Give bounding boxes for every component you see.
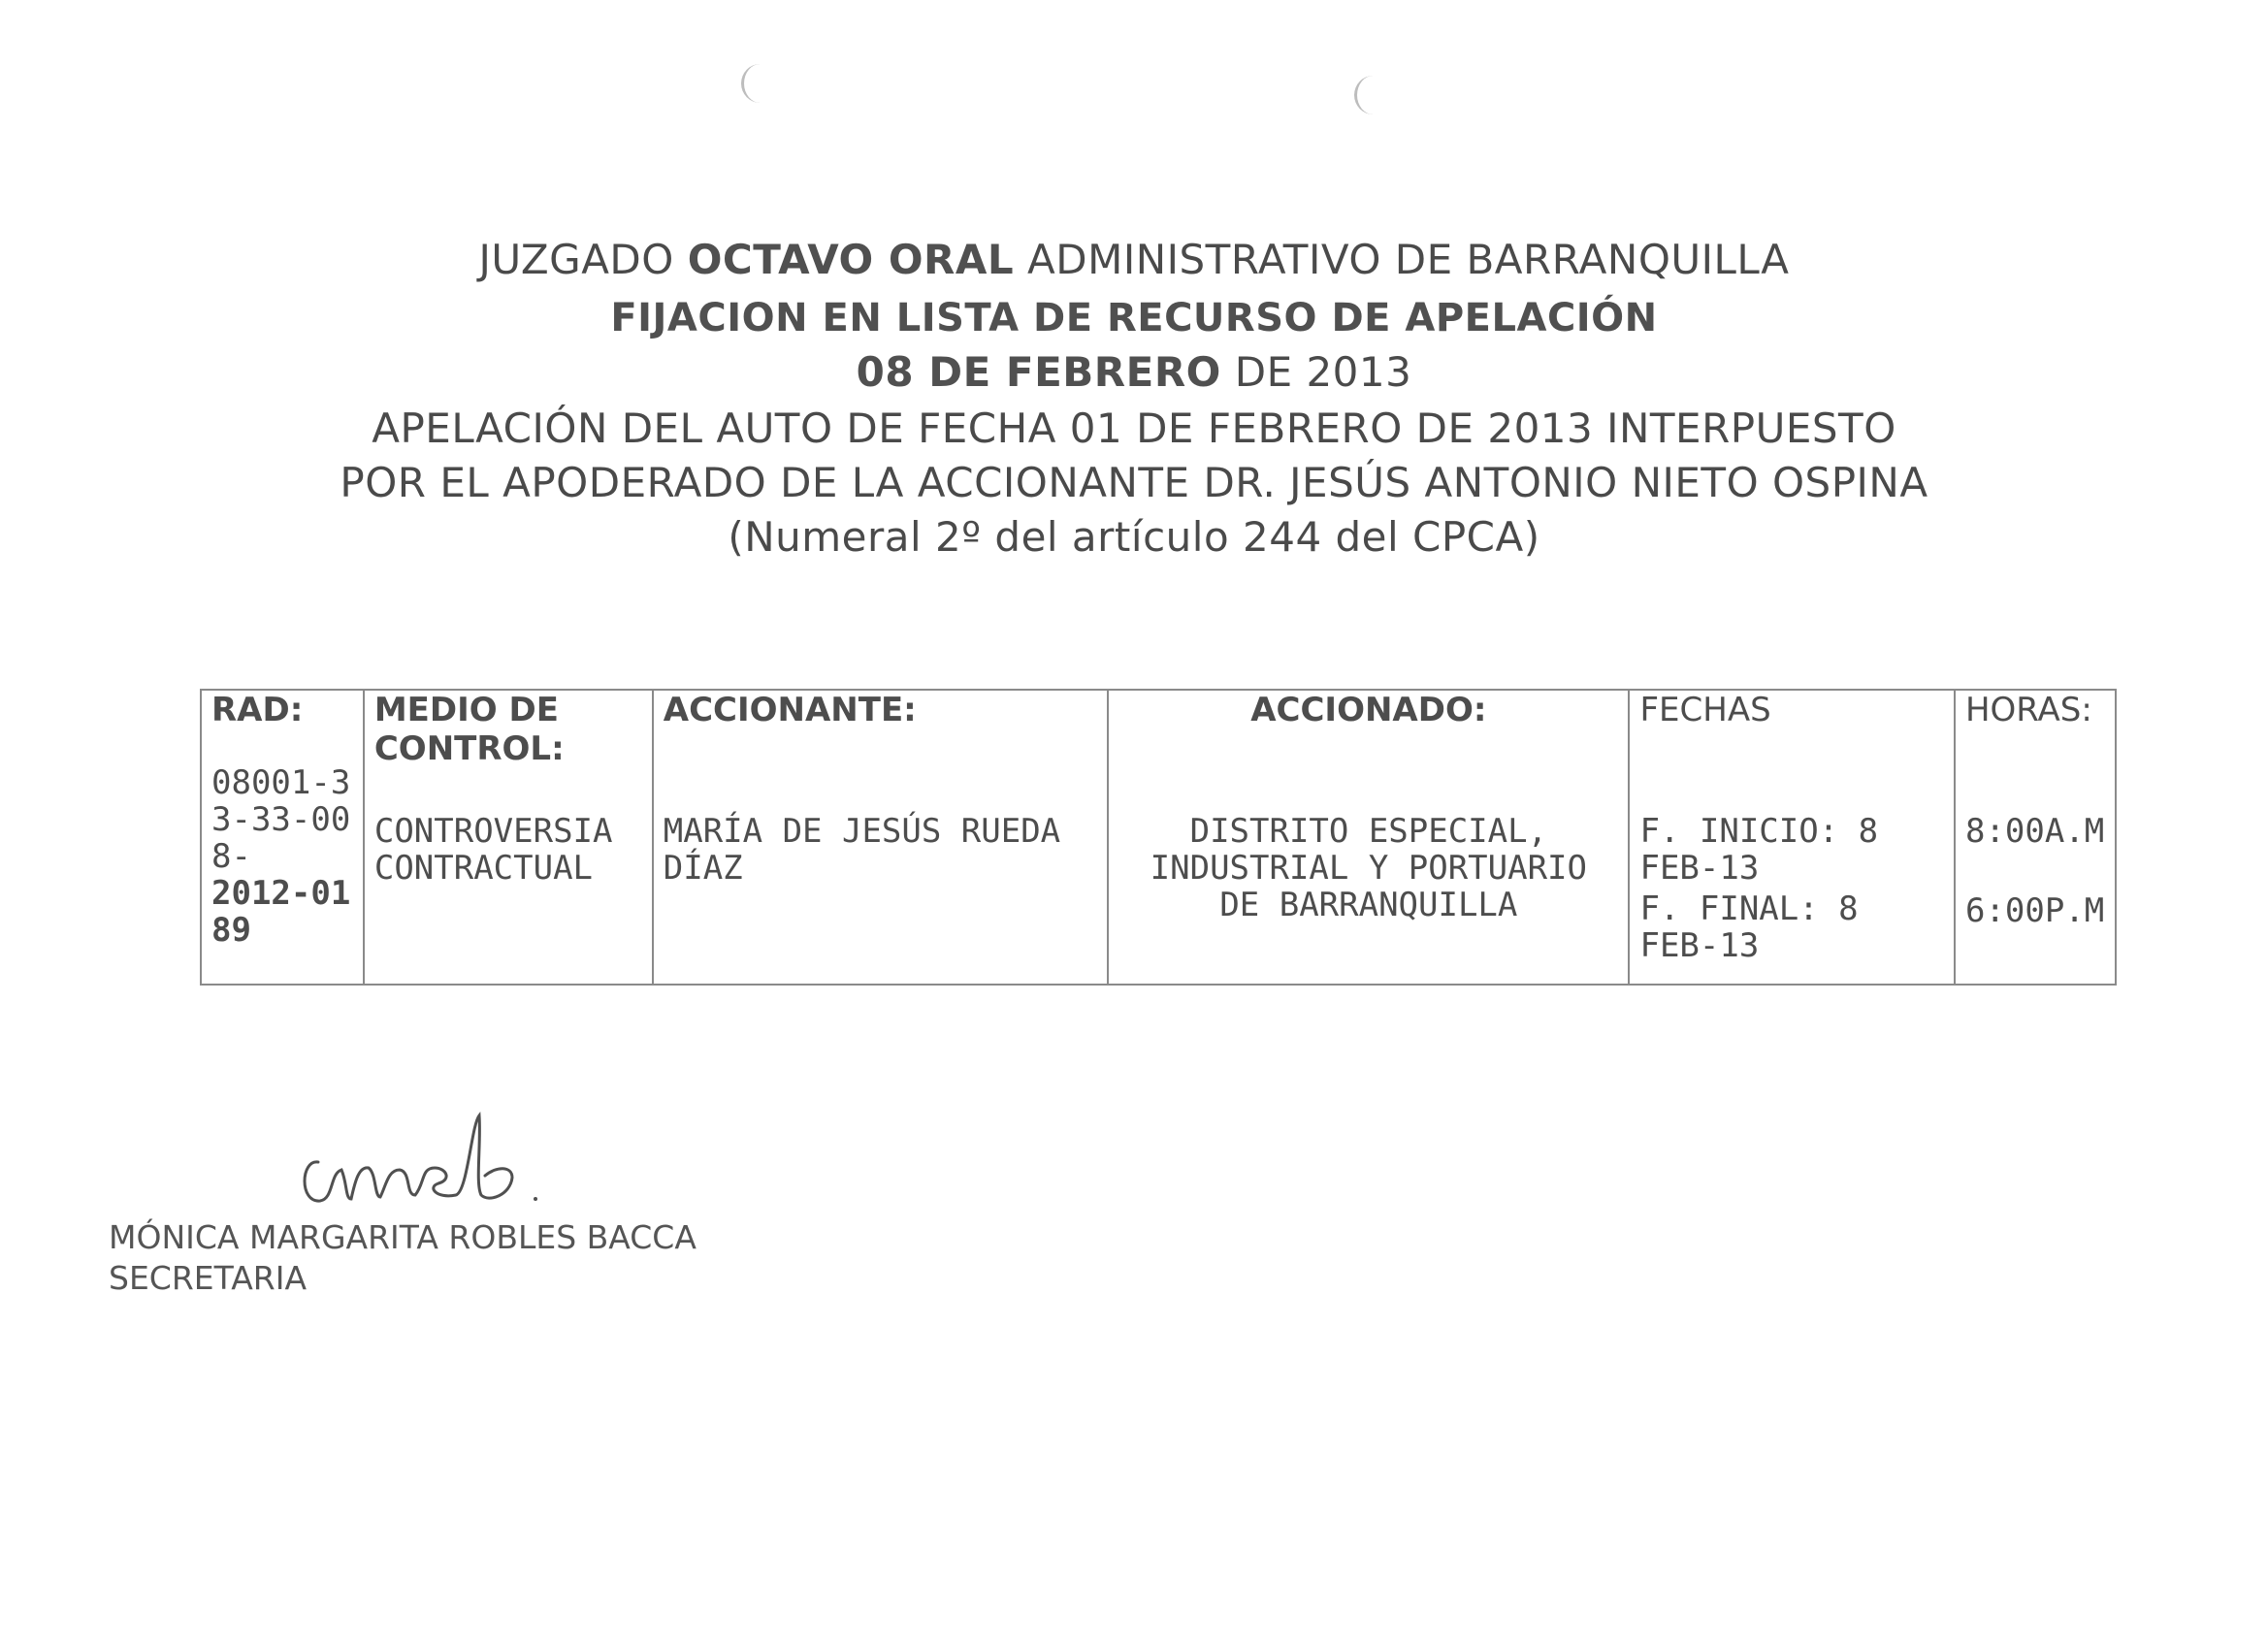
medio-value: CONTROVERSIA CONTRACTUAL — [373, 812, 613, 888]
court-line — [0, 233, 2268, 287]
punch-hole-left — [741, 64, 779, 103]
accionado-cell — [1108, 690, 1629, 985]
date-bold: 08 DE FEBRERO — [856, 348, 1221, 396]
accionado-value: DISTRITO ESPECIAL, INDUSTRIAL Y PORTUARIO DE BARRANQUILLA — [1150, 812, 1587, 924]
hora-final: 6:00P.M — [1964, 891, 2105, 930]
hora-inicio: 8:00A.M — [1964, 812, 2105, 851]
date-suffix: DE 2013 — [1220, 348, 1412, 396]
table-row — [201, 690, 2116, 985]
rad-cell — [201, 690, 364, 985]
signatory — [109, 1217, 697, 1299]
medio-header: MEDIO DE CONTROL: — [373, 691, 565, 768]
accionado-header: ACCIONADO: — [1250, 691, 1487, 729]
records-table — [200, 689, 2117, 986]
fechas-header: FECHAS — [1639, 691, 1771, 729]
court-prefix: JUZGADO — [478, 236, 688, 283]
accionante-value: MARÍA DE JESÚS RUEDA DÍAZ — [663, 812, 1061, 888]
handwritten-signature — [291, 1106, 563, 1226]
court-suffix: ADMINISTRATIVO DE BARRANQUILLA — [1014, 236, 1790, 283]
rad-number-bold: 2012-0189 — [211, 874, 351, 950]
signatory-role: SECRETARIA — [109, 1259, 308, 1297]
horas-header: HORAS: — [1964, 691, 2092, 729]
signatory-name: MÓNICA MARGARITA ROBLES BACCA — [109, 1218, 697, 1256]
medio-cell — [364, 690, 653, 985]
date-line — [0, 345, 2268, 400]
document-header — [0, 233, 2268, 565]
rad-header: RAD: — [211, 691, 304, 729]
fechas-cell — [1629, 690, 1955, 985]
legal-reference: (Numeral 2º del artículo 244 del CPCA) — [728, 513, 1540, 561]
accionante-cell — [653, 690, 1108, 985]
horas-cell — [1955, 690, 2116, 985]
description-line-1: APELACIÓN DEL AUTO DE FECHA 01 DE FEBRERO DE 2013 INTERPUESTO — [372, 404, 1896, 452]
rad-number: 08001-33-33-008- — [211, 763, 351, 876]
description-line-2: POR EL APODERADO DE LA ACCIONANTE DR. JESÚS ANTONIO NIETO OSPINA — [340, 459, 1928, 506]
fecha-final: F. FINAL: 8 FEB-13 — [1639, 889, 1859, 965]
fecha-inicio: F. INICIO: 8 FEB-13 — [1639, 812, 1879, 888]
document-title: FIJACION EN LISTA DE RECURSO DE APELACIÓN — [610, 296, 1658, 340]
punch-hole-right — [1354, 76, 1392, 114]
court-bold: OCTAVO ORAL — [687, 236, 1015, 283]
accionante-header: ACCIONANTE: — [663, 691, 917, 729]
